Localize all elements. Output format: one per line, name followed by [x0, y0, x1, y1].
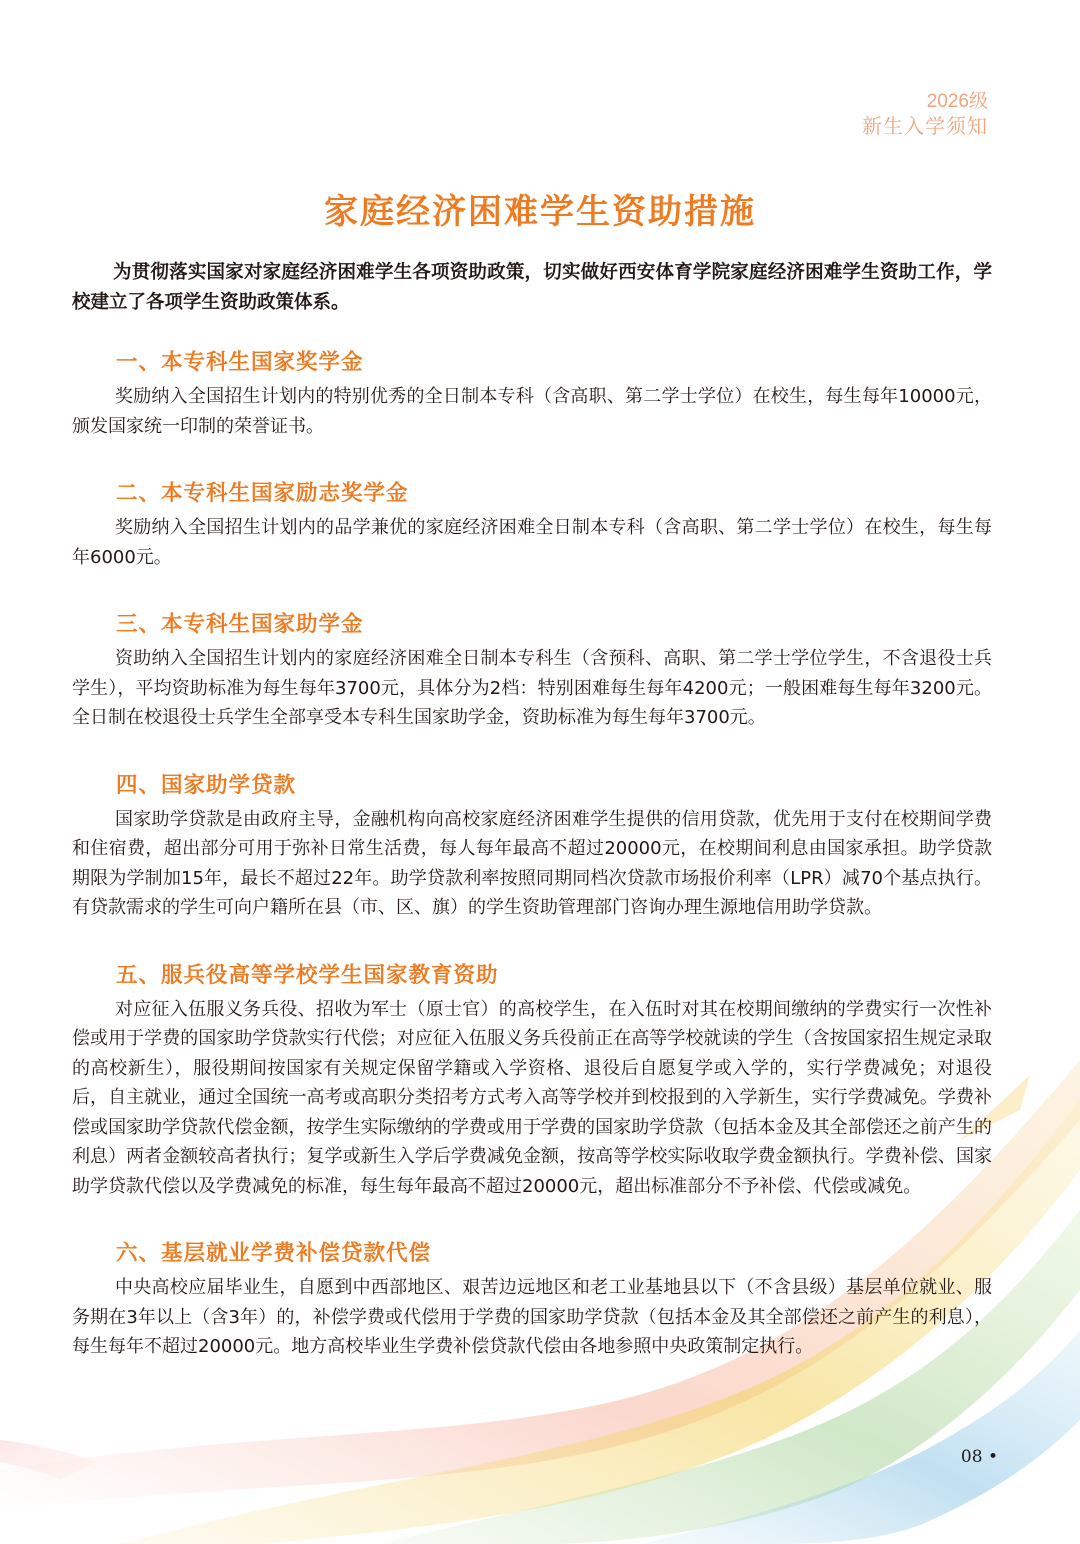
page-header — [862, 90, 988, 140]
section-body-6: 中央高校应届毕业生，自愿到中西部地区、艰苦边远地区和老工业基地县以下（不含县级）基层单位就业、服务期在3年以上（含3年）的，补偿学费或代偿用于学费的国家助学贷款（包括本金及其全部偿还之前产生的利息），每生每年不超过20000元。地方高校毕业生学费补偿贷款代偿由各地参照中央政策制定执行。 — [72, 1277, 992, 1357]
intro-paragraph: 为贯彻落实国家对家庭经济困难学生各项资助政策，切实做好西安体育学院家庭经济困难学生资助工作，学校建立了各项学生资助政策体系。 — [72, 262, 992, 313]
section-body-5: 对应征入伍服义务兵役、招收为军士（原士官）的高校学生，在入伍时对其在校期间缴纳的学费实行一次性补偿或用于学费的国家助学贷款实行代偿；对应征入伍服义务兵役前正在高等学校就读的学生（含按国家招生规定录取的高校新生），服役期间按国家有关规定保留学籍或入学资格、退役后自愿复学或入学的，实行学费减免；对退役后，自主就业，通过全国统一高考或高职分类招考方式考入高等学校并到校报到的入学新生，实行学费减免。学费补偿或国家助学贷款代偿金额，按学生实际缴纳的学费或用于学费的国家助学贷款（包括本金及其全部偿还之前产生的利息）两者金额较高者执行；复学或新生入学后学费减免金额，按高等学校实际收取学费金额执行。学费补偿、国家助学贷款代偿以及学费减免的标准，每生每年最高不超过20000元，超出标准部分不予补偿、代偿或减免。 — [72, 998, 992, 1197]
header-subtitle: 新生入学须知 — [862, 116, 988, 138]
page-number — [961, 1447, 998, 1467]
section-body-2: 奖励纳入全国招生计划内的品学兼优的家庭经济困难全日制本专科（含高职、第二学士学位）在校生，每生每年6000元。 — [72, 517, 992, 568]
section-body-3: 资助纳入全国招生计划内的家庭经济困难全日制本专科生（含预科、高职、第二学士学位学生，不含退役士兵学生），平均资助标准为每生每年3700元，具体分为2档：特别困难每生每年4200元；一般困难每生每年3200元。全日制在校退役士兵学生全部享受本专科生国家助学金，资助标准为每生每年3700元。 — [72, 648, 992, 728]
section-heading-1: 一、本专科生国家奖学金 — [116, 350, 364, 375]
page-title: 家庭经济困难学生资助措施 — [324, 192, 756, 232]
section-heading-5: 五、服兵役高等学校学生国家教育资助 — [116, 962, 499, 988]
document-content — [72, 258, 992, 1362]
section-body-1: 奖励纳入全国招生计划内的特别优秀的全日制本专科（含高职、第二学士学位）在校生，每生每年10000元，颁发国家统一印制的荣誉证书。 — [72, 386, 992, 437]
section-heading-2: 二、本专科生国家励志奖学金 — [116, 481, 409, 506]
header-year: 2026级 — [926, 91, 988, 112]
section-heading-6: 六、基层就业学费补偿贷款代偿 — [116, 1241, 432, 1266]
section-body-4: 国家助学贷款是由政府主导，金融机构向高校家庭经济困难学生提供的信用贷款，优先用于支付在校期间学费和住宿费，超出部分可用于弥补日常生活费，每人每年最高不超过20000元，在校期间利息由国家承担。助学贷款期限为学制加15年，最长不超过22年。助学贷款利率按照同期同档次贷款市场报价利率（LPR）减70个基点执行。有贷款需求的学生可向户籍所在县（市、区、旗）的学生资助管理部门咨询办理生源地信用助学贷款。 — [72, 808, 992, 918]
section-heading-3: 三、本专科生国家助学金 — [116, 612, 364, 637]
page-number-bullet: • — [987, 1447, 998, 1467]
page-number-text: 08 — [960, 1447, 983, 1467]
section-heading-4: 四、国家助学贷款 — [116, 772, 297, 798]
